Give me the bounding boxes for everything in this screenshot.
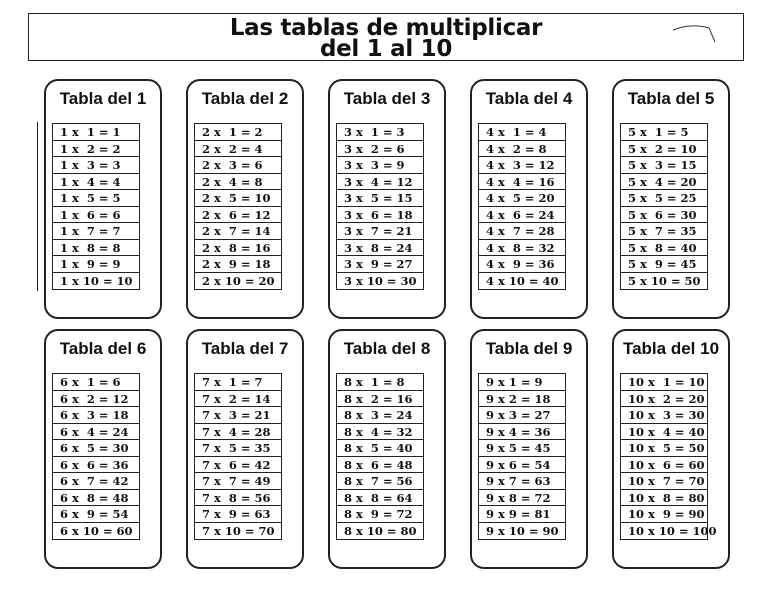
table-card-title: Tabla del 10 bbox=[622, 339, 720, 358]
table-card bbox=[44, 329, 162, 569]
table-row: 4 x 1 = 4 bbox=[479, 124, 565, 141]
table-rows bbox=[336, 123, 424, 290]
table-row: 3 x 3 = 9 bbox=[337, 157, 423, 174]
table-row: 2 x 9 = 18 bbox=[195, 256, 281, 273]
table-card-title: Tabla del 1 bbox=[59, 89, 147, 108]
table-row: 8 x 9 = 72 bbox=[337, 506, 423, 523]
table-row: 1 x 5 = 5 bbox=[53, 190, 139, 207]
table-card-title: Tabla del 3 bbox=[343, 89, 431, 108]
table-row: 3 x 1 = 3 bbox=[337, 124, 423, 141]
table-row: 9 x 4 = 36 bbox=[479, 424, 565, 441]
table-row: 7 x 5 = 35 bbox=[195, 440, 281, 457]
table-row: 5 x 5 = 25 bbox=[621, 190, 707, 207]
table-row: 1 x 1 = 1 bbox=[53, 124, 139, 141]
table-row: 4 x 9 = 36 bbox=[479, 256, 565, 273]
table-card bbox=[612, 79, 730, 319]
table-row: 6 x 9 = 54 bbox=[53, 506, 139, 523]
table-row: 1 x 9 = 9 bbox=[53, 256, 139, 273]
table-row: 2 x 8 = 16 bbox=[195, 240, 281, 257]
table-rows bbox=[194, 123, 282, 290]
table-row: 3 x 5 = 15 bbox=[337, 190, 423, 207]
table-row: 1 x 8 = 8 bbox=[53, 240, 139, 257]
page-subtitle: del 1 al 10 bbox=[319, 36, 453, 62]
table-rows bbox=[620, 123, 708, 290]
table-row: 5 x 4 = 20 bbox=[621, 174, 707, 191]
table-card-title: Tabla del 6 bbox=[59, 339, 147, 358]
table-rows bbox=[194, 373, 282, 540]
table-row: 8 x 5 = 40 bbox=[337, 440, 423, 457]
table-row: 3 x 9 = 27 bbox=[337, 256, 423, 273]
table-row: 4 x 7 = 28 bbox=[479, 223, 565, 240]
table-row: 7 x 4 = 28 bbox=[195, 424, 281, 441]
table-card bbox=[612, 329, 730, 569]
table-card-title: Tabla del 8 bbox=[343, 339, 431, 358]
table-row: 8 x 8 = 64 bbox=[337, 490, 423, 507]
table-rows bbox=[478, 123, 566, 290]
table-row: 10 x 3 = 30 bbox=[621, 407, 707, 424]
table-row: 10 x 5 = 50 bbox=[621, 440, 707, 457]
table-row: 10 x 8 = 80 bbox=[621, 490, 707, 507]
table-row: 10 x 1 = 10 bbox=[621, 374, 707, 391]
table-row: 4 x 5 = 20 bbox=[479, 190, 565, 207]
table-rows bbox=[52, 373, 140, 540]
table-row: 8 x 6 = 48 bbox=[337, 457, 423, 474]
table-rows bbox=[620, 373, 717, 540]
table-row: 10 x 2 = 20 bbox=[621, 391, 707, 408]
table-row: 5 x 7 = 35 bbox=[621, 223, 707, 240]
table-card bbox=[44, 79, 162, 319]
page-title: Las tablas de multiplicar bbox=[229, 15, 543, 41]
table-row: 9 x 7 = 63 bbox=[479, 473, 565, 490]
table-card bbox=[328, 79, 446, 319]
table-row: 4 x 4 = 16 bbox=[479, 174, 565, 191]
table-card bbox=[328, 329, 446, 569]
table-row: 3 x 7 = 21 bbox=[337, 223, 423, 240]
table-row: 2 x 4 = 8 bbox=[195, 174, 281, 191]
table-row: 2 x 6 = 12 bbox=[195, 207, 281, 224]
table-row: 9 x 6 = 54 bbox=[479, 457, 565, 474]
table-row: 10 x 10 = 100 bbox=[628, 523, 717, 538]
table-row: 9 x 8 = 72 bbox=[479, 490, 565, 507]
table-row: 8 x 4 = 32 bbox=[337, 424, 423, 441]
table-row: 5 x 2 = 10 bbox=[621, 141, 707, 158]
table-row: 9 x 1 = 9 bbox=[479, 374, 565, 391]
table-row: 1 x 2 = 2 bbox=[53, 141, 139, 158]
table-row: 5 x 1 = 5 bbox=[621, 124, 707, 141]
table-row: 3 x 2 = 6 bbox=[337, 141, 423, 158]
table-row: 6 x 1 = 6 bbox=[53, 374, 139, 391]
table-row: 8 x 7 = 56 bbox=[337, 473, 423, 490]
table-row: 1 x 7 = 7 bbox=[53, 223, 139, 240]
table-row: 2 x 2 = 4 bbox=[195, 141, 281, 158]
table-card-title: Tabla del 4 bbox=[485, 89, 573, 108]
table-row: 3 x 6 = 18 bbox=[337, 207, 423, 224]
table-row: 4 x 8 = 32 bbox=[479, 240, 565, 257]
table-card-title: Tabla del 5 bbox=[627, 89, 715, 108]
table-row: 9 x 10 = 90 bbox=[486, 523, 559, 538]
table-row: 1 x 10 = 10 bbox=[60, 273, 133, 288]
table-rows bbox=[478, 373, 566, 540]
table-row: 9 x 5 = 45 bbox=[479, 440, 565, 457]
scribble-icon bbox=[671, 24, 717, 46]
table-row: 9 x 9 = 81 bbox=[479, 506, 565, 523]
table-row: 4 x 2 = 8 bbox=[479, 141, 565, 158]
table-row: 2 x 3 = 6 bbox=[195, 157, 281, 174]
table-card bbox=[470, 79, 588, 319]
table-row: 10 x 6 = 60 bbox=[621, 457, 707, 474]
title-box bbox=[28, 13, 744, 61]
table-row: 4 x 6 = 24 bbox=[479, 207, 565, 224]
table-row: 5 x 8 = 40 bbox=[621, 240, 707, 257]
table-rows bbox=[336, 373, 424, 540]
table-row: 7 x 7 = 49 bbox=[195, 473, 281, 490]
table-row: 4 x 10 = 40 bbox=[486, 273, 559, 288]
table-row: 1 x 6 = 6 bbox=[53, 207, 139, 224]
table-row: 10 x 7 = 70 bbox=[621, 473, 707, 490]
table-row: 6 x 4 = 24 bbox=[53, 424, 139, 441]
table-row: 8 x 1 = 8 bbox=[337, 374, 423, 391]
table-row: 6 x 3 = 18 bbox=[53, 407, 139, 424]
table-row: 10 x 4 = 40 bbox=[621, 424, 707, 441]
table-row: 7 x 2 = 14 bbox=[195, 391, 281, 408]
table-row: 9 x 2 = 18 bbox=[479, 391, 565, 408]
table-row: 5 x 9 = 45 bbox=[621, 256, 707, 273]
table-row: 8 x 3 = 24 bbox=[337, 407, 423, 424]
table-rows bbox=[52, 123, 140, 290]
table-row: 6 x 10 = 60 bbox=[60, 523, 133, 538]
table-row: 2 x 7 = 14 bbox=[195, 223, 281, 240]
table-row: 3 x 8 = 24 bbox=[337, 240, 423, 257]
table-row: 1 x 4 = 4 bbox=[53, 174, 139, 191]
table-row: 6 x 6 = 36 bbox=[53, 457, 139, 474]
table-row: 10 x 9 = 90 bbox=[621, 506, 707, 523]
table-row: 2 x 5 = 10 bbox=[195, 190, 281, 207]
table-row: 7 x 10 = 70 bbox=[202, 523, 275, 538]
table-row: 7 x 1 = 7 bbox=[195, 374, 281, 391]
table-card-title: Tabla del 7 bbox=[201, 339, 289, 358]
table-row: 8 x 2 = 16 bbox=[337, 391, 423, 408]
table-row: 3 x 4 = 12 bbox=[337, 174, 423, 191]
table-row: 7 x 8 = 56 bbox=[195, 490, 281, 507]
table-card-title: Tabla del 9 bbox=[485, 339, 573, 358]
table-row: 4 x 3 = 12 bbox=[479, 157, 565, 174]
table-row: 5 x 6 = 30 bbox=[621, 207, 707, 224]
table-row: 8 x 10 = 80 bbox=[344, 523, 417, 538]
table-row: 9 x 3 = 27 bbox=[479, 407, 565, 424]
table-row: 7 x 6 = 42 bbox=[195, 457, 281, 474]
table-row: 6 x 5 = 30 bbox=[53, 440, 139, 457]
table-row: 7 x 9 = 63 bbox=[195, 506, 281, 523]
table-row: 6 x 8 = 48 bbox=[53, 490, 139, 507]
table-row: 7 x 3 = 21 bbox=[195, 407, 281, 424]
table-row: 5 x 3 = 15 bbox=[621, 157, 707, 174]
table-row: 1 x 3 = 3 bbox=[53, 157, 139, 174]
table-row: 5 x 10 = 50 bbox=[628, 273, 701, 288]
table-row: 3 x 10 = 30 bbox=[344, 273, 417, 288]
table-card bbox=[186, 79, 304, 319]
table-card bbox=[186, 329, 304, 569]
table-row: 6 x 7 = 42 bbox=[53, 473, 139, 490]
table-row: 6 x 2 = 12 bbox=[53, 391, 139, 408]
table-card bbox=[470, 329, 588, 569]
table-row: 2 x 10 = 20 bbox=[202, 273, 275, 288]
table-card-title: Tabla del 2 bbox=[201, 89, 289, 108]
table-row: 2 x 1 = 2 bbox=[195, 124, 281, 141]
